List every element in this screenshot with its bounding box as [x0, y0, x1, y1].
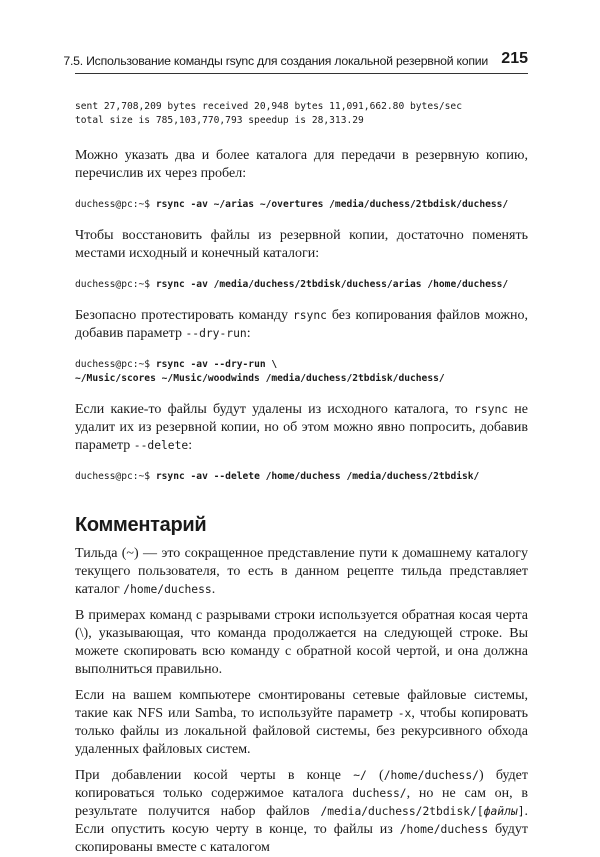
paragraph: Чтобы восстановить файлы из резервной копии, достаточно поменять местами исходный и конечный каталоги: [75, 228, 528, 261]
paragraph: Если на вашем компьютере смонтированы сетевые файловые системы, такие как NFS или Samba, то используйте параметр -x, чтобы копировать только файлы из локальной файловой системы, без рекурсивного обхода удаленных файловых систем. [75, 688, 528, 757]
paragraph: Тильда (~) — это сокращенное представление пути к домашнему каталогу текущего пользователя, то есть в данном рецепте тильда представляет каталог /home/duchess. [75, 546, 528, 597]
code-block-cmd2 [75, 278, 528, 292]
inline-code-italic: файлы [483, 805, 518, 818]
header-title: 7.5. Использование команды rsync для создания локальной резервной копии [63, 54, 488, 68]
inline-code: --delete [133, 439, 189, 452]
code-block-cmd3 [75, 358, 528, 386]
shell-command: rsync -av --dry-run \ [155, 359, 278, 370]
inline-code: /media/duchess/2tbdisk/[ [320, 805, 484, 818]
section-heading: Комментарий [75, 514, 207, 536]
code-line: total size is 785,103,770,793 speedup is 28,313.29 [75, 115, 364, 126]
page-body [75, 100, 528, 857]
code-block-cmd4 [75, 470, 528, 484]
shell-prompt: duchess@pc:~$ [75, 471, 156, 482]
inline-code: ] [517, 805, 525, 818]
code-line: sent 27,708,209 bytes received 20,948 bytes 11,091,662.80 bytes/sec [75, 101, 462, 112]
inline-code: ~/ [353, 769, 367, 782]
paragraph: Можно указать два и более каталога для передачи в резервную копию, перечислив их через пробел: [75, 148, 528, 181]
inline-code: duchess/ [352, 787, 407, 800]
page-number: 215 [501, 50, 528, 67]
header-rule [75, 73, 528, 74]
inline-code: /home/duchess [399, 823, 489, 836]
inline-code: rsync [474, 403, 509, 416]
inline-code: rsync [292, 309, 327, 322]
inline-code: -x [397, 707, 412, 720]
code-block-cmd1 [75, 198, 528, 212]
paragraph: Если какие-то файлы будут удалены из исходного каталога, то rsync не удалит их из резервной копии, но об этом можно явно попросить, добавив параметр --delete: [75, 402, 528, 453]
shell-command: rsync -av --delete /home/duchess /media/duchess/2tbdisk/ [155, 471, 480, 482]
paragraph: При добавлении косой черты в конце ~/ (/home/duchess/) будет копироваться только содержимое каталога duchess/, но не сам он, в результате получится набор файлов /media/duchess/2tbdisk/[файлы]. Если опустить косую черту в конце, то файлы из /home/duchess будут скопированы вместе с каталогом [75, 768, 528, 855]
shell-command-continuation: ~/Music/scores ~/Music/woodwinds /media/duchess/2tbdisk/duchess/ [75, 373, 445, 384]
code-block-stats [75, 100, 528, 128]
shell-command: rsync -av ~/arias ~/overtures /media/duchess/2tbdisk/duchess/ [155, 199, 509, 210]
shell-prompt: duchess@pc:~$ [75, 199, 156, 210]
shell-prompt: duchess@pc:~$ [75, 359, 156, 370]
shell-prompt: duchess@pc:~$ [75, 279, 156, 290]
paragraph: Безопасно протестировать команду rsync без копирования файлов можно, добавив параметр --dry-run: [75, 308, 529, 341]
paragraph: В примерах команд с разрывами строки используется обратная косая черта (\), указывающая, что команда продолжается на следующей строке. Вы можете скопировать всю команду с обратной косой чертой, и она должна выполниться правильно. [75, 608, 528, 677]
inline-code: /home/duchess/ [383, 769, 479, 782]
shell-command: rsync -av /media/duchess/2tbdisk/duchess/arias /home/duchess/ [155, 279, 509, 290]
inline-code: --dry-run [185, 327, 247, 340]
running-header [63, 50, 528, 74]
inline-code: /home/duchess [123, 583, 212, 596]
